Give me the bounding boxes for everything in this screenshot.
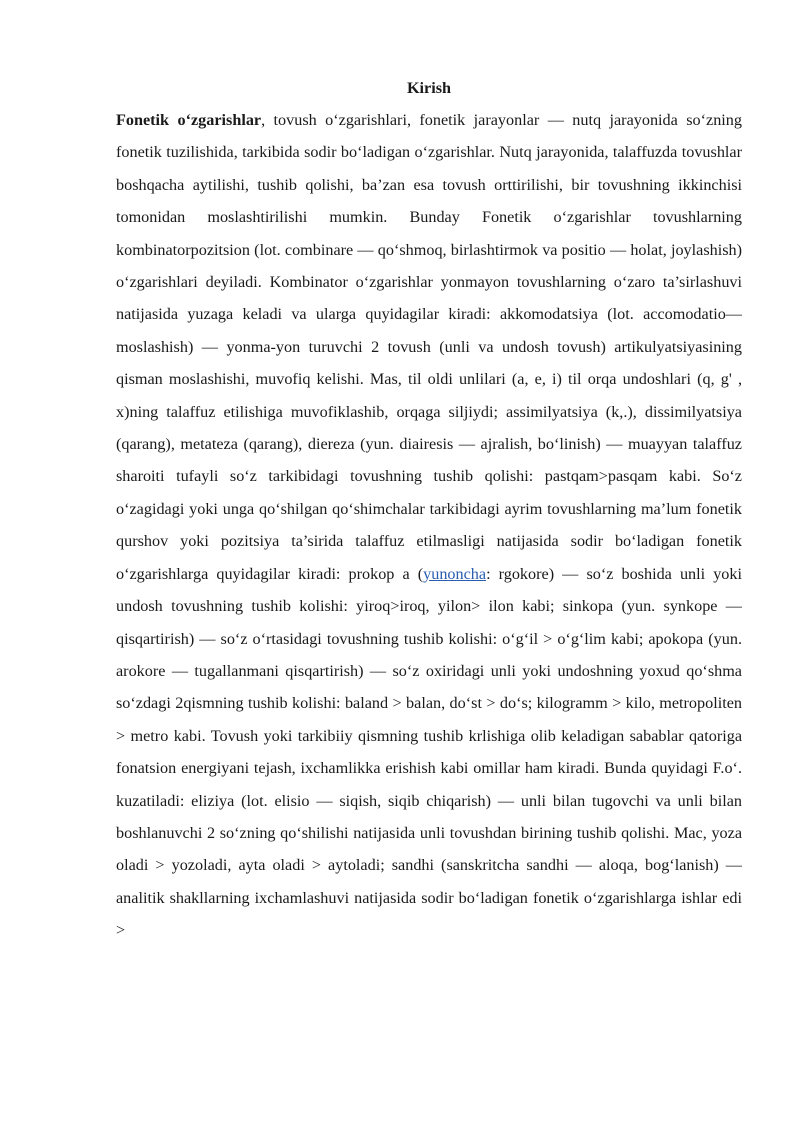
page-title: Kirish xyxy=(406,79,452,97)
body-paragraph xyxy=(116,104,742,947)
defined-term: Fonetik o‘zgarishlar xyxy=(116,111,262,129)
yunoncha-link[interactable]: yunoncha xyxy=(423,564,487,583)
document-body xyxy=(116,74,742,947)
paragraph-text-part2: : rgokore) — so‘z boshida unli yoki undosh tovushning tushib kolishi: yiroq>iroq, yilon> ilon kabi; sinkopa (yun. synkope — qisqartirish) — so‘z o‘rtasidagi tovushning tushib kolishi: o‘g‘il > o‘g‘lim kabi; apokopa (yun. arokore — tugallanmani qisqartirish) — so‘z oxiridagi unli yoki undoshning yoxud qo‘shma so‘zdagi 2qismning tushib kolishi: baland > balan, do‘st > do‘s; kilogramm > kilo, metropoliten > metro kabi. Tovush yoki tarkibiiy qismning tushib krlishiga olib keladigan sabablar qatoriga fonatsion energiyani tejash, ixchamlikka erishish kabi omillar ham kiradi. Bunda quyidagi F.o‘. kuzatiladi: eliziya (lot. elisio — siqish, siqib chiqarish) — unli bilan tugovchi va unli bilan boshlanuvchi 2 so‘zning qo‘shilishi natijasida unli tovushdan birining tushib qolishi. Mac, yoza oladi > yozoladi, ayta oladi > aytoladi; sandhi (sanskritcha sandhi — aloqa, bog‘lanish) — analitik shakllarning ixchamlashuvi natijasida sodir bo‘ladigan fonetik o‘zgarishlarga ishlar edi > xyxy=(116,564,742,940)
paragraph-text-part1: , tovush o‘zgarishlari, fonetik jarayonlar — nutq jarayonida so‘zning fonetik tuzilishida, tarkibida sodir bo‘ladigan o‘zgarishlar. Nutq jarayonida, talaffuzda tovushlar boshqacha aytilishi, tushib qolishi, ba’zan esa tovush orttirilishi, bir tovushning ikkinchisi tomonidan moslashtirilishi mumkin. Bunday Fonetik o‘zgarishlar tovushlarning kombinatorpozitsion (lot. combinare — qo‘shmoq, birlashtirmok va positio — holat, joylashish) o‘zgarishlari deyiladi. Kombinator o‘zgarishlar yonmayon tovushlarning o‘zaro ta’sirlashuvi natijasida yuzaga keladi va ularga quyidagilar kiradi: akkomodatsiya (lot. accomodatio— moslashish) — yonma-yon turuvchi 2 tovush (unli va undosh tovush) artikulyatsiyasining qisman moslashishi, muvofiq kelishi. Mas, til oldi unlilari (a, e, i) til orqa undoshlari (q, g' , x)ning talaffuz etilishiga muvofiklashib, orqaga siljiydi; assimilyatsiya (k,.), dissimilyatsiya (qarang), metateza (qarang), diereza (yun. diairesis — ajralish, bo‘linish) — muayyan talaffuz sharoiti tufayli so‘z tarkibidagi tovushning tushib qolishi: pastqam>pasqam kabi. So‘z o‘zagidagi yoki unga qo‘shilgan qo‘shimchalar tarkibidagi ayrim tovushlarning ma’lum fonetik qurshov yoki pozitsiya ta’sirida talaffuz etilmasligi natijasida sodir bo‘ladigan fonetik o‘zgarishlarga quyidagilar kiradi: prokop a ( xyxy=(116,111,742,583)
